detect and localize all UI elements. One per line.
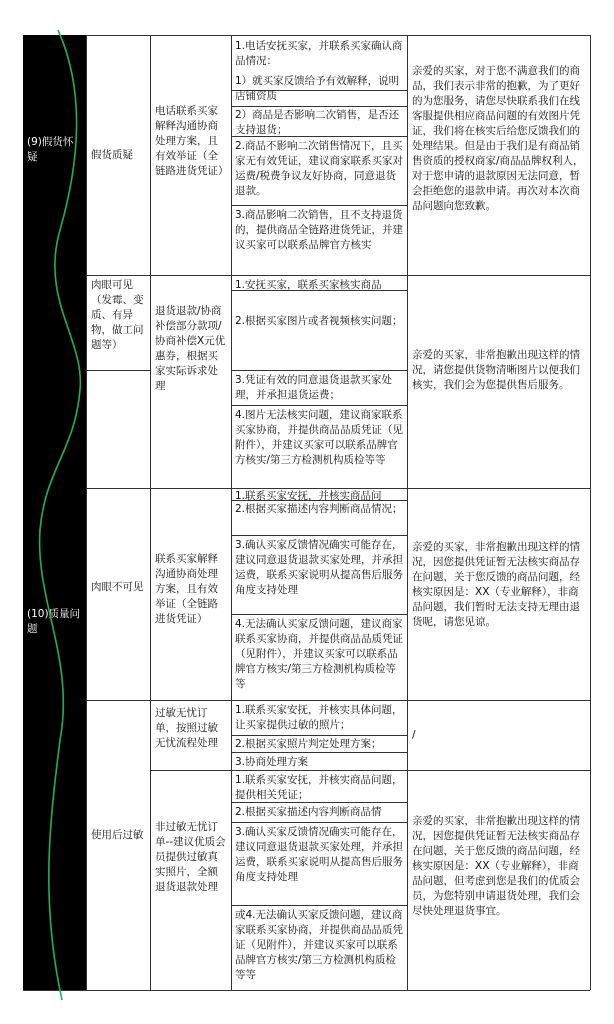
solution-visible: 退货退款/协商补偿部分款项/协商补偿X元优惠券，根据买家实际诉求处理	[155, 305, 226, 392]
reply-visible: 亲爱的买家，非常抱歉出现这样的情况，请您提供货物清晰图片以便我们核实，我们会为您提供售后服务。	[412, 349, 580, 391]
step-item: 2.根据买家图片或者视频核实问题；	[235, 315, 403, 327]
step-item: 4.无法确认买家反馈问题，建议商家联系买家协商，并提供商品品质凭证（见附件），并建议买家可以联系品牌官方核实/第三方检测机构质检等等	[235, 618, 403, 690]
solution-fake: 电话联系买家解释沟通协商处理方案，且有效举证（全链路进货凭证）	[155, 105, 229, 177]
solution-allergy-fast: 过敏无忧订单，按照过敏无忧流程处理	[155, 707, 218, 749]
category-fake: (9)假货怀疑	[27, 136, 74, 163]
step-item: 3.确认买家反馈情况确实可能存在，建议同意退货退款买家处理，并承担运费，联系买家说明从提高售后服务角度支持处理	[235, 539, 403, 596]
solution-invisible: 联系买家解释沟通协商处理方案，且有效举证（全链路进货凭证）	[155, 553, 218, 625]
subcategory-allergy: 使用后过敏	[91, 829, 144, 841]
subcategory-visible: 肉眼可见（发霉、变质、有异物，做工问题等）	[91, 279, 144, 351]
step-item: 或4.无法确认买家反馈问题，建议商家联系买家协商，并提供商品品质凭证（见附件），并建议买家可以联系品牌官方核实/第三方检测机构质检等等	[235, 909, 403, 981]
subcategory-invisible: 肉眼不可见	[91, 581, 144, 593]
reply-fake: 亲爱的买家，对于您不满意我们的商品，我们表示非常的抱歉，为了更好的为您服务，请您尽快联系我们在线客服提供相应商品问题的有效图片凭证，我们将在核实后给您反馈我们的处理结果。但是由于我们是有商品销售资质的授权商家/商品品牌权利人，对于您申请的退款原因无法同意，暂会拒绝您的退款申请。再次对本次商品问题向您致歉。	[412, 65, 584, 212]
step-item: 3.确认买家反馈情况确实可能存在，建议同意退货退款买家处理，并承担运费，联系买家说明从提高售后服务角度支持处理	[235, 826, 403, 883]
step-item: 1.联系买家安抚，并核实商品问题，提供相关凭证；	[235, 774, 403, 801]
step-item: 1.联系买家安抚，并核实商品问	[235, 490, 382, 501]
subcategory-fake: 假货质疑	[91, 149, 133, 161]
annotation-curve	[40, 30, 81, 1000]
category-quality: (10)质量问题	[27, 608, 81, 635]
step-item: 2.根据买家描述内容判断商品情况；	[235, 503, 403, 515]
step-item: 2.根据买家照片判定处理方案；	[235, 738, 382, 750]
step-item: 2）商品是否影响二次销售，是否还支持退货；	[235, 109, 400, 136]
reply-invisible: 亲爱的买家，非常抱歉出现这样的情况，因您提供凭证暂无法核实商品存在问题，关于您反馈的商品问题，经核实原因是：XX（专业解释），非商品问题，我们暂时无法支持无理由退货呢，请您见谅。	[412, 541, 580, 628]
step-item: 2.商品不影响二次销售情况下，且买家无有效凭证，建议商家联系买家对运费/税费争议友好协商，同意退货退款。	[235, 140, 403, 197]
reply-allergy-fast: /	[412, 729, 416, 741]
solution-allergy-normal: 非过敏无忧订单--建议优质会员提供过敏真实照片，全额退货退款处理	[155, 821, 226, 893]
step-item: 4.图片无法核实问题，建议商家联系买家协商，并提供商品品质凭证（见附件），并建议买家可以联系品牌官方核实/第三方检测机构质检等等	[235, 409, 403, 466]
reply-allergy-normal: 亲爱的买家，非常抱歉出现这样的情况，因您提供凭证暂无法核实商品存在问题，关于您反馈的商品问题，经核实原因是：XX（专业解释），非商品问题，但考虑到您是我们的优质会员，为您特别申请退货处理，我们会尽快处理退货事宜。	[412, 815, 580, 917]
step-item: 3.协商处理方案	[235, 756, 309, 768]
step-item: 3.凭证有效的同意退货退款买家处理，并承担退货运费；	[235, 374, 393, 401]
step-item: 1.联系买家安抚，并核实具体问题，让买家提供过敏的照片；	[235, 704, 403, 731]
step-item: 3.商品影响二次销售，且不支持退货的，提供商品全链路进货凭证，并建议买家可以联系品牌官方核实	[235, 209, 403, 251]
step-item: 2.根据买家描述内容判断商品情	[235, 806, 382, 818]
step-item: 1.电话安抚买家，并联系买家确认商品情况：	[235, 40, 403, 67]
step-item: 1）就买家反馈给予有效解释，说明店铺资质	[235, 75, 400, 102]
step-item: 1.安抚买家，联系买家核实商品	[235, 279, 382, 290]
